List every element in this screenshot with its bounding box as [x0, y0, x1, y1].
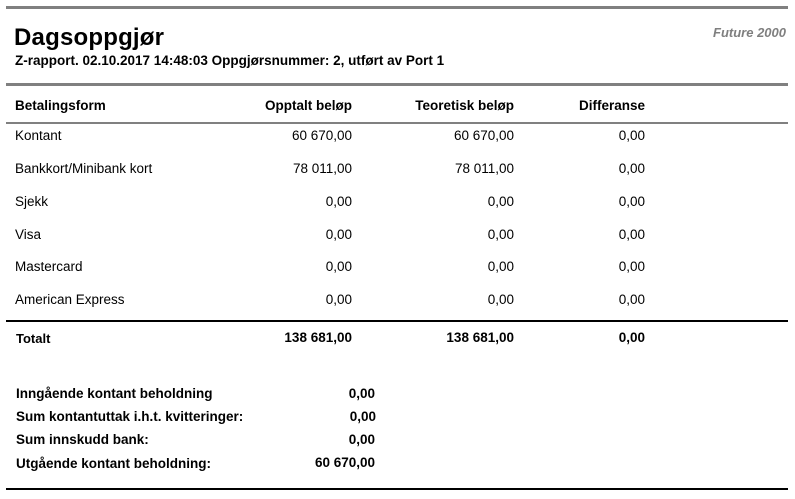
row-payment-type: Bankkort/Minibank kort — [15, 161, 153, 176]
row-payment-type: Sjekk — [15, 194, 49, 209]
summary-label: Inngående kontant beholdning — [16, 386, 213, 401]
row-payment-type: American Express — [15, 292, 125, 307]
row-theoretical: 0,00 — [487, 227, 514, 242]
total-difference: 0,00 — [618, 330, 645, 345]
row-counted: 0,00 — [325, 259, 352, 274]
row-payment-type: Mastercard — [15, 259, 83, 274]
column-header-difference: Differanse — [578, 98, 645, 113]
row-counted: 60 670,00 — [291, 128, 352, 143]
row-theoretical: 78 011,00 — [454, 161, 514, 176]
report-subtitle: Z-rapport. 02.10.2017 14:48:03 Oppgjørsnummer: 2, utført av Port 1 — [15, 53, 445, 68]
row-counted: 0,00 — [325, 292, 352, 307]
row-difference: 0,00 — [618, 259, 645, 274]
row-payment-type: Kontant — [15, 128, 62, 143]
total-label: Totalt — [16, 331, 51, 346]
summary-value: 60 670,00 — [314, 455, 375, 470]
total-divider — [6, 320, 788, 322]
column-header-theoretical: Teoretisk beløp — [415, 98, 514, 113]
summary-value: 0,00 — [349, 409, 376, 424]
row-difference: 0,00 — [618, 128, 645, 143]
row-theoretical: 0,00 — [487, 292, 514, 307]
brand-label: Future 2000 — [713, 25, 786, 40]
header-divider — [6, 83, 788, 86]
top-divider — [6, 6, 788, 9]
row-difference: 0,00 — [618, 194, 645, 209]
row-payment-type: Visa — [15, 227, 42, 242]
row-theoretical: 60 670,00 — [453, 128, 514, 143]
summary-label: Utgående kontant beholdning: — [16, 456, 211, 471]
summary-value: 0,00 — [348, 386, 375, 401]
row-theoretical: 0,00 — [487, 259, 514, 274]
total-counted: 138 681,00 — [284, 330, 352, 345]
summary-label: Sum kontantuttak i.h.t. kvitteringer: — [16, 409, 244, 424]
row-difference: 0,00 — [618, 292, 645, 307]
row-theoretical: 0,00 — [487, 194, 514, 209]
row-difference: 0,00 — [618, 161, 645, 176]
row-difference: 0,00 — [618, 227, 645, 242]
row-counted: 78 011,00 — [292, 161, 352, 176]
column-header-divider — [6, 122, 788, 124]
column-header-counted: Opptalt beløp — [265, 98, 352, 113]
total-theoretical: 138 681,00 — [446, 330, 514, 345]
report-title: Dagsoppgjør — [14, 24, 165, 51]
row-counted: 0,00 — [325, 227, 352, 242]
summary-label: Sum innskudd bank: — [16, 432, 149, 447]
column-header-payment-type: Betalingsform — [15, 98, 106, 113]
footer-divider — [6, 488, 788, 490]
summary-value: 0,00 — [348, 432, 375, 447]
row-counted: 0,00 — [325, 194, 352, 209]
